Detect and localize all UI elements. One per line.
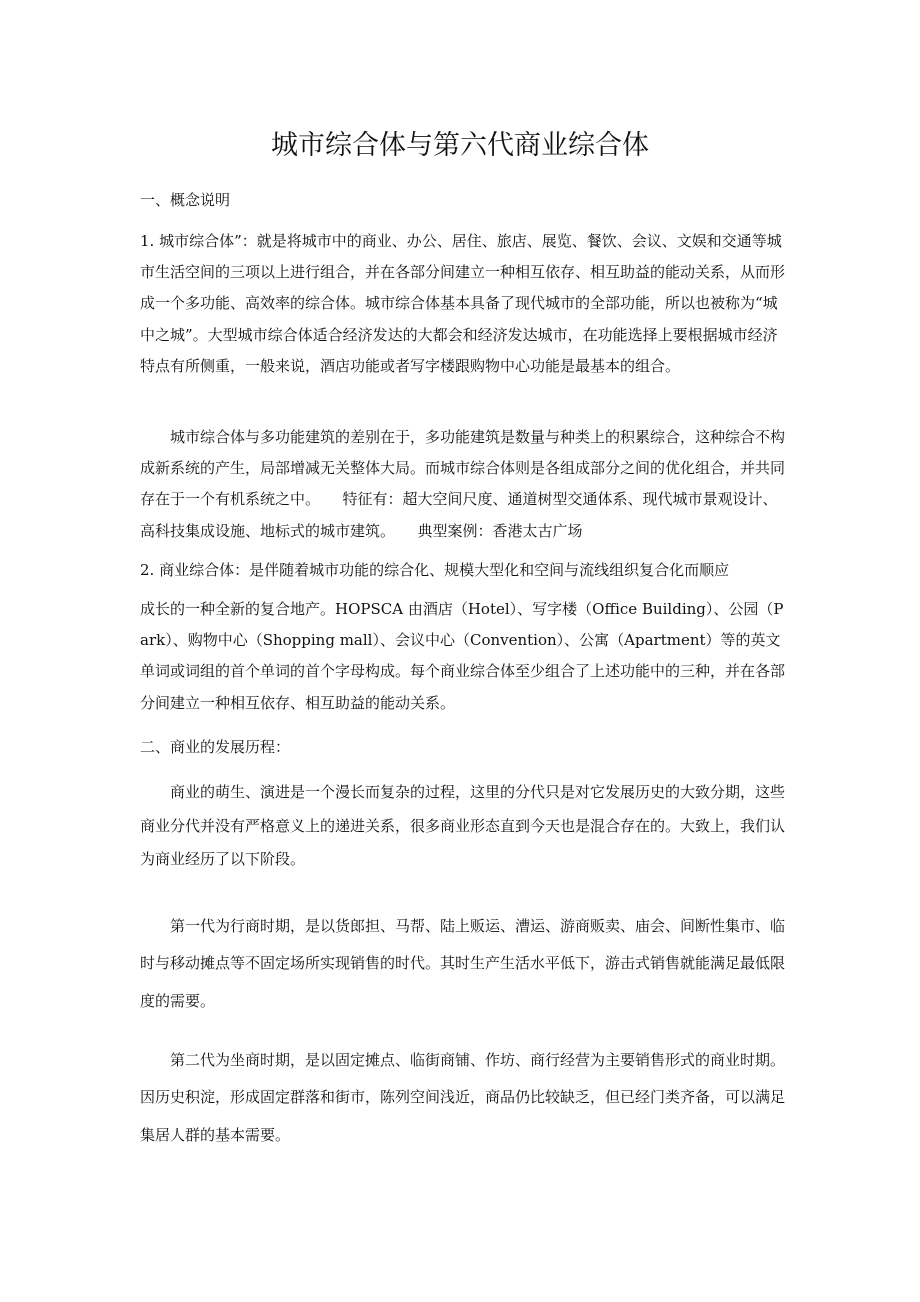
paragraph-first-generation: 第一代为行商时期，是以货郎担、马帮、陆上贩运、漕运、游商贩卖、庙会、间断性集市、临时与移动摊点等不固定场所实现销售的时代。其时生产生活水平低下，游击式销售就能满足最低限度的需要。: [140, 917, 786, 1010]
paragraph-commercial-complex-first-line: 2. 商业综合体：是伴随着城市功能的综合化、规模大型化和空间与流线组织复合化而顺应: [140, 561, 730, 579]
section-heading-history: 二、商业的发展历程：: [140, 738, 291, 756]
paragraph-urban-complex-difference: 城市综合体与多功能建筑的差别在于，多功能建筑是数量与种类上的积累综合，这种综合不构成新系统的产生，局部增减无关整体大局。而城市综合体则是各组成部分之间的优化组合，并共同存在于一个有机系统之中。 特征有：超大空间尺度、通道树型交通体系、现代城市景观设计、高科技集成设施、地标式的城市建筑。 典型案例：香港太古广场: [140, 428, 786, 540]
paragraph-history-intro: 商业的萌生、演进是一个漫长而复杂的过程，这里的分代只是对它发展历史的大致分期，这些商业分代并没有严格意义上的递进关系，很多商业形态直到今天也是混合存在的。大致上，我们认为商业经历了以下阶段。: [140, 783, 786, 869]
paragraph-urban-complex-definition: 1. 城市综合体”：就是将城市中的商业、办公、居住、旅店、展览、餐饮、会议、文娱和交通等城市生活空间的三项以上进行组合，并在各部分间建立一种相互依存、相互助益的能动关系，从而形成一个多功能、高效率的综合体。城市综合体基本具备了现代城市的全部功能，所以也被称为“城中之城”。大型城市综合体适合经济发达的大都会和经济发达城市，在功能选择上要根据城市经济特点有所侧重，一般来说，酒店功能或者写字楼跟购物中心功能是最基本的组合。: [140, 232, 786, 375]
paragraph-commercial-complex-definition: 成长的一种全新的复合地产。HOPSCA 由酒店（Hotel）、写字楼（Office Building）、公园（Park）、购物中心（Shopping mall）、会议中心（Convention）、公寓（Apartment）等的英文单词或词组的首个单词的首个字母构成。每个商业综合体至少组合了上述功能中的三种，并在各部分间建立一种相互依存、相互助益的能动关系。: [140, 600, 786, 712]
section-heading-concepts: 一、概念说明: [140, 191, 231, 209]
document-title: 城市综合体与第六代商业综合体: [271, 130, 649, 161]
paragraph-second-generation: 第二代为坐商时期，是以固定摊点、临街商铺、作坊、商行经营为主要销售形式的商业时期。因历史积淀，形成固定群落和街市，陈列空间浅近，商品仍比较缺乏，但已经门类齐备，可以满足集居人群的基本需要。: [140, 1051, 786, 1144]
